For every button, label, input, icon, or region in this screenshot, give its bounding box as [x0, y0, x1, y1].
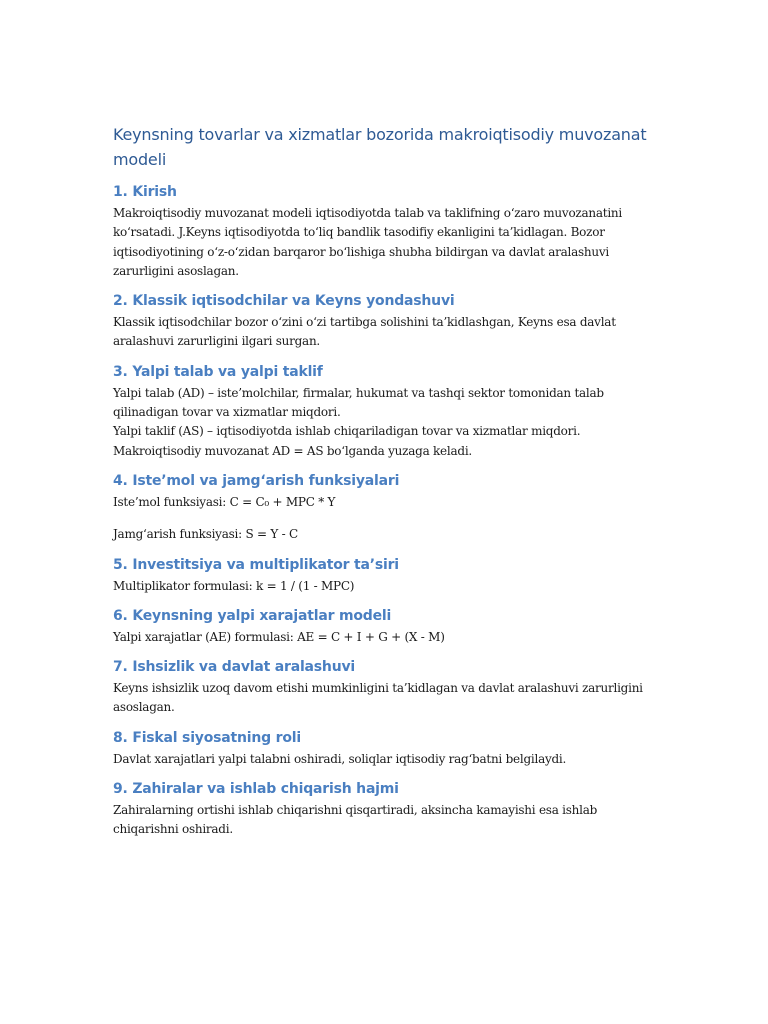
paragraph-line: Makroiqtisodiy muvozanat AD = AS bo‘lganda yuzaga keladi.: [113, 443, 472, 458]
paragraph-line: qilinadigan tovar va xizmatlar miqdori.: [113, 405, 341, 420]
paragraph-line: zarurligini asoslagan.: [113, 263, 239, 278]
section-paragraph: [113, 384, 658, 461]
section-fiskal-siyosat: [113, 728, 658, 769]
paragraph-line: Makroiqtisodiy muvozanat modeli iqtisodiyotda talab va taklifning o‘zaro muvozanatini: [113, 206, 622, 220]
paragraph-line: asoslagan.: [113, 700, 175, 715]
section-heading: 9. Zahiralar va ishlab chiqarish hajmi: [113, 781, 399, 798]
section-kirish: [113, 182, 658, 281]
section-heading: 6. Keynsning yalpi xarajatlar modeli: [113, 607, 392, 624]
paragraph-line: Yalpi talab (AD) – iste’molchilar, firmalar, hukumat va tashqi sektor tomonidan talab: [113, 385, 604, 400]
paragraph-line: Jamg‘arish funksiyasi: S = Y - C: [113, 527, 298, 542]
saving-formula: [113, 525, 658, 544]
paragraph-line: iqtisodiyotining o‘z-o‘zidan barqaror bo‘lishiga shubha bildirgan va davlat aralashuvi: [113, 244, 609, 259]
paragraph-line: Iste’mol funksiyasi: C = C₀ + MPC * Y: [113, 494, 336, 509]
section-yalpi-xarajatlar: [113, 606, 658, 647]
section-heading: 7. Ishsizlik va davlat aralashuvi: [113, 659, 355, 676]
section-heading: 8. Fiskal siyosatning roli: [113, 729, 301, 746]
paragraph-line: aralashuvi zarurligini ilgari surgan.: [113, 334, 320, 349]
paragraph-line: Yalpi xarajatlar (AE) formulasi: AE = C + I + G + (X - M): [113, 629, 445, 644]
section-paragraph: [113, 750, 658, 769]
document-page: [113, 122, 658, 850]
title-line-1: Keynsning tovarlar va xizmatlar bozorida makroiqtisodiy muvozanat: [113, 125, 647, 144]
section-paragraph: [113, 801, 658, 840]
paragraph-line: chiqarishni oshiradi.: [113, 822, 233, 837]
section-investitsiya-multiplikator: [113, 555, 658, 596]
document-title: [113, 122, 658, 172]
section-heading: 4. Iste’mol va jamg‘arish funksiyalari: [113, 472, 400, 489]
section-paragraph: [113, 679, 658, 718]
section-paragraph: [113, 313, 658, 352]
consumption-formula: [113, 493, 658, 512]
section-heading: 5. Investitsiya va multiplikator ta’siri: [113, 556, 399, 573]
paragraph-line: Davlat xarajatlari yalpi talabni oshiradi, soliqlar iqtisodiy rag‘batni belgilaydi.: [113, 751, 567, 766]
section-istemol-jamgarish: [113, 471, 658, 545]
section-paragraph: [113, 577, 658, 596]
section-heading: 2. Klassik iqtisodchilar va Keyns yondashuvi: [113, 293, 455, 310]
section-heading: 1. Kirish: [113, 184, 177, 200]
section-heading: 3. Yalpi talab va yalpi taklif: [113, 363, 323, 380]
section-zahiralar: [113, 779, 658, 840]
paragraph-line: Zahiralarning ortishi ishlab chiqarishni qisqartiradi, aksincha kamayishi esa ishlab: [113, 803, 598, 818]
paragraph-line: Multiplikator formulasi: k = 1 / (1 - MPC): [113, 578, 355, 593]
section-yalpi-talab-taklif: [113, 362, 658, 461]
section-ishsizlik: [113, 657, 658, 718]
paragraph-line: Yalpi taklif (AS) – iqtisodiyotda ishlab chiqariladigan tovar va xizmatlar miqdori.: [113, 424, 581, 439]
section-klassik-yondashuv: [113, 291, 658, 352]
title-line-2: modeli: [113, 150, 167, 169]
paragraph-line: ko‘rsatadi. J.Keyns iqtisodiyotda to‘liq bandlik tasodifiy ekanligini ta’kidlagan. Bozor: [113, 225, 605, 240]
paragraph-line: Keyns ishsizlik uzoq davom etishi mumkinligini ta’kidlagan va davlat aralashuvi zarurligini: [113, 681, 643, 696]
section-paragraph: [113, 204, 658, 281]
paragraph-line: Klassik iqtisodchilar bozor o‘zini o‘zi tartibga solishini ta’kidlashgan, Keyns esa davlat: [113, 315, 616, 330]
section-paragraph: [113, 628, 658, 647]
